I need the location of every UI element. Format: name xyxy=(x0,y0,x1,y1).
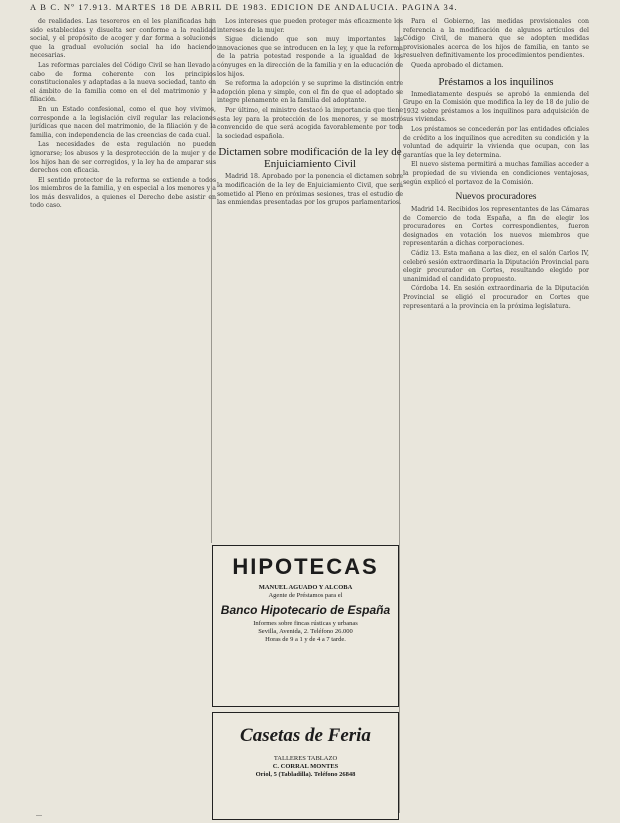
article-paragraph: Los préstamos se concederán por las entidades oficiales de crédito a los inquilinos que acrediten su condición y la voluntad de adquirir la vivienda que ocupan, con las garantías que la ley determina. xyxy=(403,125,589,159)
ad-line: Oriol, 5 (Tabladilla). Teléfono 26848 xyxy=(255,771,356,778)
ad-casetas xyxy=(212,712,399,820)
column-2 xyxy=(217,18,403,558)
article-paragraph: Madrid 14. Recibidos los representantes de las Cámaras de Comercio de toda España, a fin de elegir los procuradores en Cortes correspondientes, fueron designados en votación los nuevos miembros que representarán a dichas corporaciones. xyxy=(403,206,589,248)
ad-line: MANUEL AGUADO Y ALCOBA xyxy=(258,584,353,591)
ad-line: C. CORRAL MONTES xyxy=(272,763,339,770)
headline-procuradores: Nuevos procuradores xyxy=(455,192,537,203)
article-paragraph: Madrid 18. Aprobado por la ponencia el dictamen sobre la modificación de la ley de Enjuiciamiento Civil, que será sometido al Pleno en próximas sesiones, tras el estudio de las enmiendas presentadas por los grupos parlamentarios. xyxy=(217,173,403,207)
page-header: A B C. Nº 17.913. MARTES 18 DE ABRIL DE 1983. EDICION DE ANDALUCIA. PAGINA 34. xyxy=(30,2,458,12)
article-paragraph: Sigue diciendo que son muy importantes las innovaciones que se introducen en la ley, y que la reforma de la patria potestad responde a la igualdad de los cónyuges en la dirección de la familia y en la educación de los hijos. xyxy=(217,36,403,78)
article-paragraph: Los intereses que pueden proteger más eficazmente los intereses de la mujer. xyxy=(217,18,403,34)
article-paragraph: Las reformas parciales del Código Civil se han llevado a cabo de forma coherente con los principios constitucionales y adaptadas a la nueva sociedad, tanto en el ámbito de la familia como en el del matrimonio y la filiación. xyxy=(30,61,216,104)
bottom-mark: — xyxy=(36,813,42,819)
article-paragraph: Las necesidades de esta regulación no pueden ignorarse; los abusos y la desprotección de la mujer y de los hijos han de ser corregidos, y la ley ha de amparar sus derechos con eficacia. xyxy=(30,141,216,175)
column-3 xyxy=(403,18,589,813)
headline-prestamos: Préstamos a los inquilinos xyxy=(438,75,554,88)
ad-line: Horas de 9 a 1 y de 4 a 7 tarde. xyxy=(265,636,346,643)
article-paragraph: Inmediatamente después se aprobó la enmienda del Grupo en la Comisión que modifica la ley de 18 de julio de 1932 sobre préstamos a los inquilinos para adquisición de sus viviendas. xyxy=(403,90,589,124)
ad-line: TALLERES TABLAZO xyxy=(273,755,338,762)
headline-enjuiciamiento: Dictamen sobre modificación de la ley de Enjuiciamiento Civil xyxy=(218,146,402,171)
ad-line: Sevilla, Avenida, 2. Teléfono 26.000 xyxy=(258,628,353,635)
article-paragraph: Queda aprobado el dictamen. xyxy=(411,61,504,69)
article-paragraph: El sentido protector de la reforma se extiende a todos los miembros de la familia, y en especial a los menores y a los más desvalidos, a quienes el Derecho debe asistir en todo caso. xyxy=(30,176,216,210)
article-paragraph: En un Estado confesional, como el que hoy vivimos, corresponde a la legislación civil regular las relaciones jurídicas que nacen del matrimonio, de la filiación y de la familia, con independencia de las creencias de cada cual. xyxy=(30,105,216,139)
article-paragraph: Para el Gobierno, las medidas provisionales con referencia a la modificación de algunos artículos del Código Civil, de manera que se adopten medidas provisionales acerca de los hijos de familia, en tanto se resuelven definitivamente los procedimientos pendientes. xyxy=(403,18,589,60)
article-paragraph: El nuevo sistema permitirá a muchas familias acceder a la propiedad de su vivienda en condiciones ventajosas, según explicó el portavoz de la Comisión. xyxy=(403,161,589,186)
ad-title: Casetas de Feria xyxy=(240,725,371,746)
ad-hipotecas xyxy=(212,545,399,707)
article-paragraph: de realidades. Las tesoreros en el les planificadas han sido establecidas y disuelta ser conforme a la realidad social, y el propósito de acoger y dar forma a soluciones que la gradual evolución social ha ido haciendo necesarias. xyxy=(30,18,216,60)
article-paragraph: Se reforma la adopción y se suprime la distinción entre adopción plena y simple, con el fin de que el adoptado se integre plenamente en la familia del adoptante. xyxy=(217,80,403,105)
article-paragraph: Por último, el ministro destacó la importancia que tiene esta ley para la protección de los menores, y se mostró convencido de que será acogida favorablemente por toda la sociedad española. xyxy=(217,106,403,140)
ad-line: Agente de Préstamos para el xyxy=(268,592,343,599)
article-paragraph: Córdoba 14. En sesión extraordinaria de la Diputación Provincial se eligió el procurador en Cortes que representará a la provincia en la próxima legislatura. xyxy=(403,285,589,310)
column-1 xyxy=(30,18,216,808)
ad-line: Informes sobre fincas rústicas y urbanas xyxy=(253,620,358,627)
ad-title: HIPOTECAS xyxy=(232,554,379,579)
article-paragraph: Cádiz 13. Esta mañana a las diez, en el salón Carlos IV, celebró sesión extraordinaria la Diputación Provincial para elegir procurador en Cortes, resultando elegido por unanimidad el candidato propuesto. xyxy=(403,250,589,283)
ad-bank-name: Banco Hipotecario de España xyxy=(220,603,391,617)
